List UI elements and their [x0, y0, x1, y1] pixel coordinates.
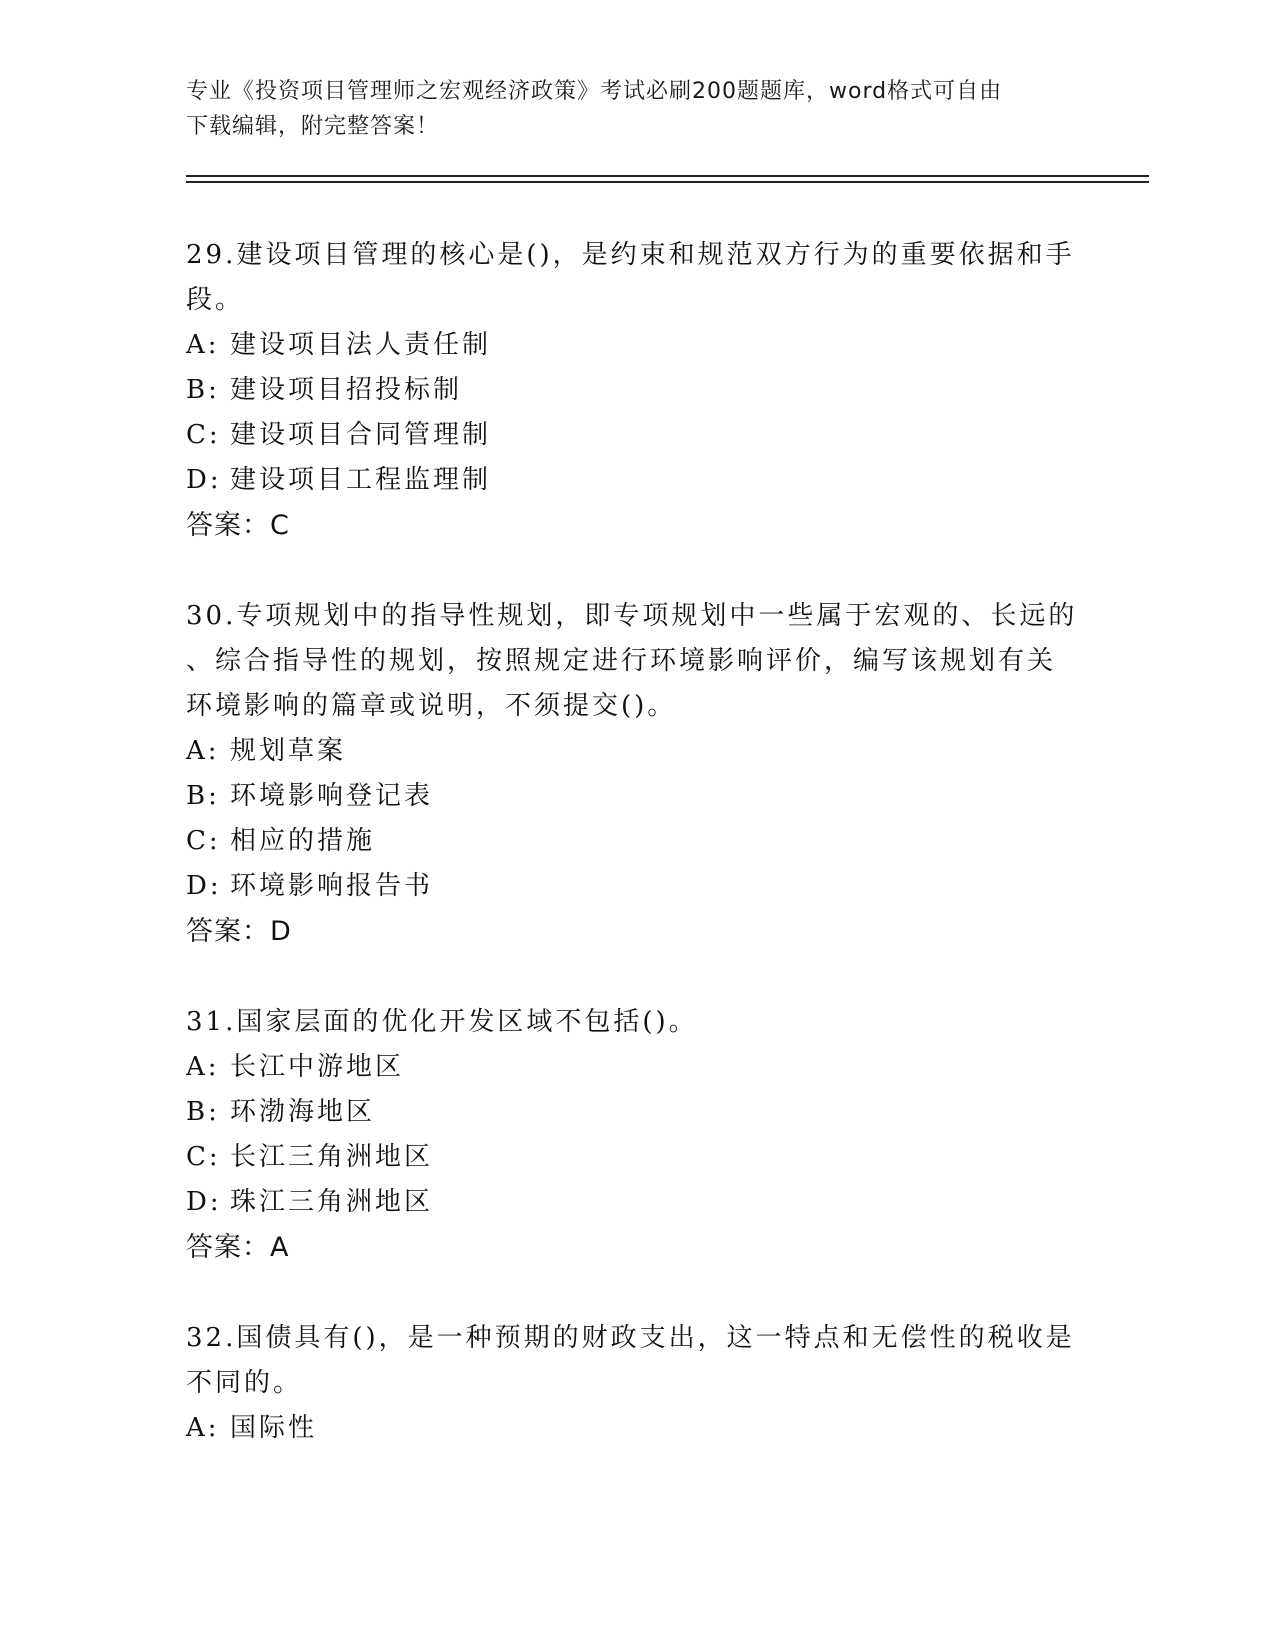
question-30: [186, 594, 1086, 955]
question-spacer: [186, 955, 1086, 1000]
document-header: [186, 74, 1066, 144]
answer-line: 答案：D: [186, 916, 292, 947]
option-letter: D:: [186, 871, 222, 901]
option-letter: A:: [186, 1413, 220, 1443]
option-letter: B:: [186, 781, 220, 811]
option-letter: C:: [186, 1142, 221, 1172]
option-d: [186, 458, 1086, 503]
option-a: [186, 1406, 1086, 1451]
option-text: 建设项目招投标制: [230, 375, 463, 405]
option-b: [186, 368, 1086, 413]
header-line-2: 下载编辑，附完整答案！: [186, 114, 440, 139]
question-spacer: [186, 1271, 1086, 1316]
option-c: [186, 819, 1086, 864]
option-text: 环渤海地区: [230, 1097, 376, 1127]
stem-line: 29.建设项目管理的核心是()，是约束和规范双方行为的重要依据和手: [186, 240, 1075, 270]
question-31: [186, 1000, 1086, 1271]
answer-line: 答案：C: [186, 510, 290, 541]
option-b: [186, 774, 1086, 819]
header-divider-top: [186, 175, 1149, 177]
stem-line: 不同的。: [186, 1368, 303, 1398]
option-letter: B:: [186, 1097, 220, 1127]
option-text: 珠江三角洲地区: [230, 1187, 434, 1217]
option-text: 环境影响登记表: [230, 781, 434, 811]
option-a: [186, 729, 1086, 774]
stem-line: 、综合指导性的规划，按照规定进行环境影响评价，编写该规划有关: [186, 646, 1057, 676]
option-a: [186, 323, 1086, 368]
option-text: 建设项目合同管理制: [230, 420, 492, 450]
option-letter: A:: [186, 1052, 220, 1082]
question-stem: [186, 233, 1086, 323]
option-a: [186, 1045, 1086, 1090]
stem-line: 环境影响的篇章或说明，不须提交()。: [186, 691, 677, 721]
option-c: [186, 413, 1086, 458]
option-letter: D:: [186, 1187, 222, 1217]
option-letter: C:: [186, 420, 221, 450]
stem-line: 32.国债具有()，是一种预期的财政支出，这一特点和无偿性的税收是: [186, 1323, 1075, 1353]
header-divider-bottom: [186, 181, 1149, 183]
option-text: 国际性: [230, 1413, 318, 1443]
option-text: 环境影响报告书: [230, 871, 434, 901]
question-stem: [186, 594, 1086, 729]
option-text: 长江中游地区: [230, 1052, 405, 1082]
option-letter: C:: [186, 826, 221, 856]
question-stem: [186, 1316, 1086, 1406]
question-stem: [186, 1000, 1086, 1045]
question-spacer: [186, 549, 1086, 594]
option-text: 建设项目工程监理制: [230, 465, 492, 495]
option-letter: B:: [186, 375, 220, 405]
option-letter: A:: [186, 330, 220, 360]
answer-line: 答案：A: [186, 1232, 290, 1263]
option-text: 相应的措施: [230, 826, 376, 856]
header-line-1: 专业《投资项目管理师之宏观经济政策》考试必刷200题题库，word格式可自由: [186, 79, 1003, 104]
stem-line: 30.专项规划中的指导性规划，即专项规划中一些属于宏观的、长远的: [186, 601, 1078, 631]
option-d: [186, 1180, 1086, 1225]
option-c: [186, 1135, 1086, 1180]
option-d: [186, 864, 1086, 909]
stem-line: 段。: [186, 285, 245, 315]
option-b: [186, 1090, 1086, 1135]
option-letter: D:: [186, 465, 222, 495]
option-text: 长江三角洲地区: [230, 1142, 434, 1172]
stem-line: 31.国家层面的优化开发区域不包括()。: [186, 1007, 698, 1037]
question-32: [186, 1316, 1086, 1451]
option-text: 规划草案: [230, 736, 347, 766]
question-29: [186, 233, 1086, 549]
question-list: [186, 233, 1086, 1451]
option-letter: A:: [186, 736, 220, 766]
option-text: 建设项目法人责任制: [230, 330, 492, 360]
